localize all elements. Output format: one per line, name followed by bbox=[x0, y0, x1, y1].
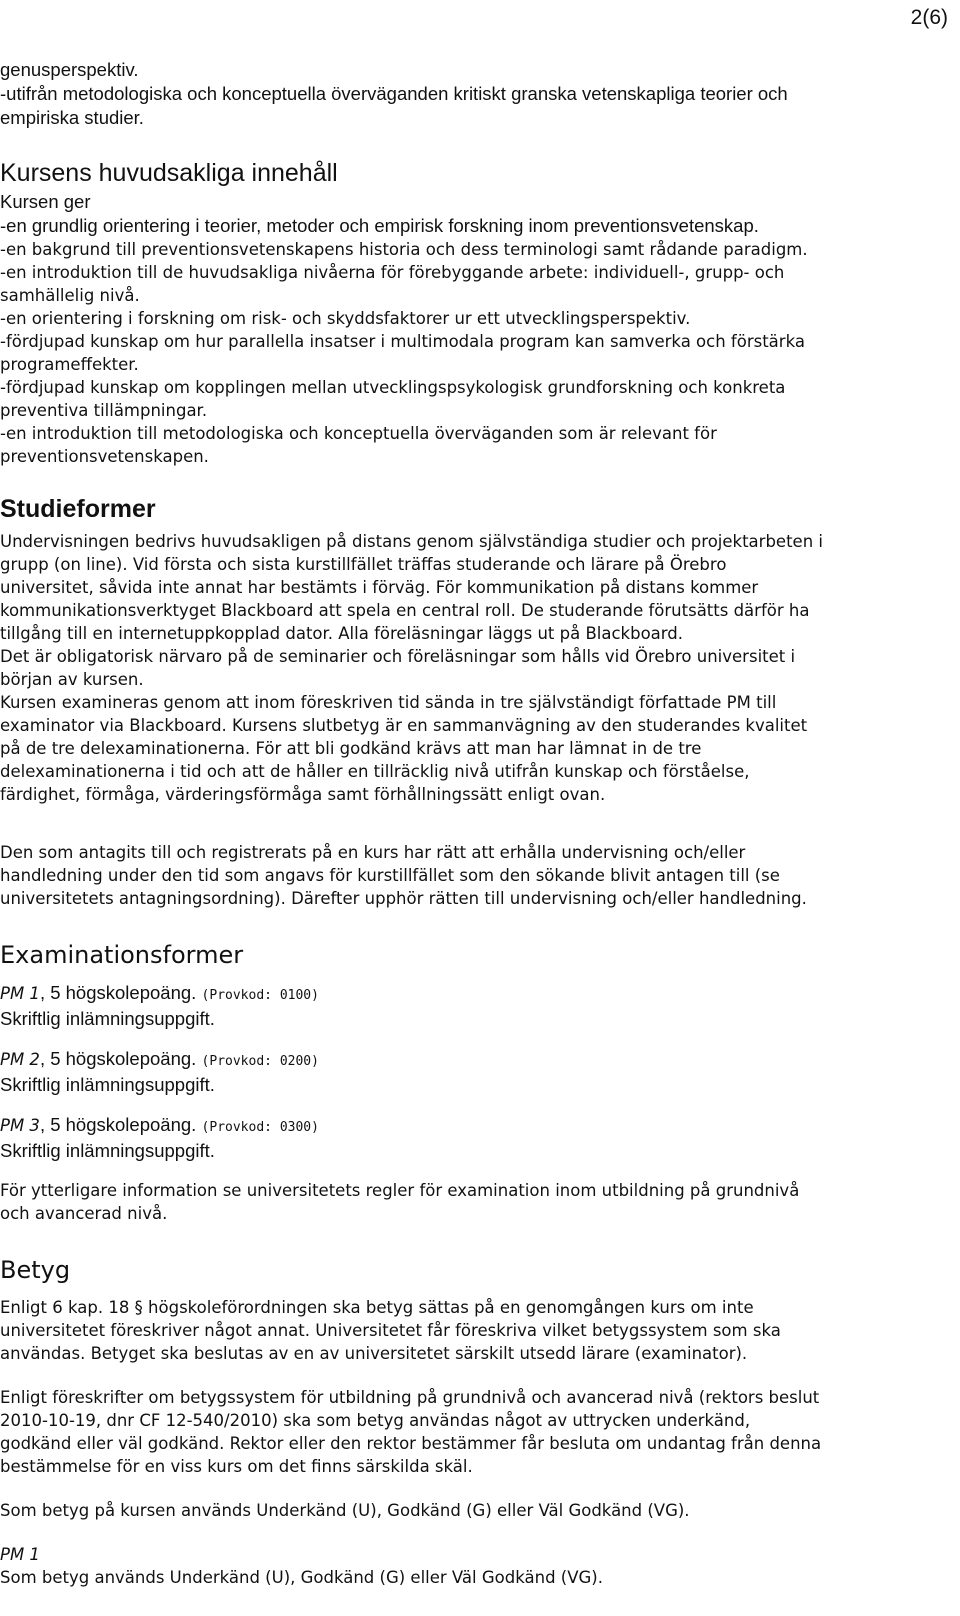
content-heading: Kursens huvudsakliga innehåll bbox=[0, 159, 338, 187]
paragraph-line: bestämmelse för en viss kurs om det finns särskilda skäl. bbox=[0, 1457, 473, 1476]
studieformer-heading: Studieformer bbox=[0, 495, 156, 523]
paragraph-line: Det är obligatorisk närvaro på de seminarier och föreläsningar som hålls vid Örebro universitet i bbox=[0, 647, 796, 666]
page-number: 2(6) bbox=[910, 6, 948, 29]
betyg-pm-block bbox=[0, 1543, 955, 1589]
paragraph-line: början av kursen. bbox=[0, 670, 144, 689]
exam-footer bbox=[0, 1179, 955, 1225]
paragraph-line: För ytterligare information se universitetets regler för examination inom utbildning på grundnivå bbox=[0, 1181, 800, 1200]
content-line: -fördjupad kunskap om kopplingen mellan utvecklingspsykologisk grundforskning och konkreta bbox=[0, 378, 786, 397]
paragraph-line: och avancerad nivå. bbox=[0, 1204, 168, 1223]
page-content bbox=[0, 58, 955, 1589]
content-line: samhällelig nivå. bbox=[0, 286, 140, 305]
intro-line: genusperspektiv. bbox=[0, 59, 139, 80]
studieformer-paragraph-1 bbox=[0, 530, 955, 806]
content-line: preventiva tillämpningar. bbox=[0, 401, 208, 420]
paragraph-line: Enligt föreskrifter om betygssystem för utbildning på grundnivå och avancerad nivå (rektors beslut bbox=[0, 1388, 820, 1407]
content-line: -en grundlig orientering i teorier, metoder och empirisk forskning inom preventionsvetenskap. bbox=[0, 215, 759, 236]
paragraph-line: Enligt 6 kap. 18 § högskoleförordningen ska betyg sättas på en genomgången kurs om inte bbox=[0, 1298, 754, 1317]
content-line: -en bakgrund till preventionsvetenskapens historia och dess terminologi samt rådande paradigm. bbox=[0, 240, 808, 259]
paragraph-line: färdighet, förmåga, värderingsförmåga samt förhållningssätt enligt ovan. bbox=[0, 785, 606, 804]
exam-item-title bbox=[0, 1047, 955, 1073]
paragraph-line: Kursen examineras genom att inom föreskriven tid sända in tre självständigt författade PM till bbox=[0, 693, 777, 712]
paragraph-line: 2010-10-19, dnr CF 12-540/2010) ska som betyg användas något av uttrycken underkänd, bbox=[0, 1411, 751, 1430]
paragraph-line: godkänd eller väl godkänd. Rektor eller den rektor bestämmer får besluta om undantag från denna bbox=[0, 1434, 822, 1453]
content-line: programeffekter. bbox=[0, 355, 139, 374]
exam-pm-label: PM 3 bbox=[0, 1116, 40, 1135]
content-verdana-text bbox=[0, 238, 955, 468]
betyg-pm-text: Som betyg används Underkänd (U), Godkänd (G) eller Väl Godkänd (VG). bbox=[0, 1568, 603, 1587]
exam-type: Skriftlig inlämningsuppgift. bbox=[0, 1074, 215, 1095]
paragraph-line: universitetets antagningsordning). Därefter upphör rätten till undervisning och/eller handledning. bbox=[0, 889, 807, 908]
exam-item-title bbox=[0, 1113, 955, 1139]
paragraph-line: examinator via Blackboard. Kursens slutbetyg är en sammanvägning av den studerandes kvalitet bbox=[0, 716, 808, 735]
paragraph-line: delexaminationerna i tid och att de håller en tillräcklig nivå utifrån kunskap och förståelse, bbox=[0, 762, 750, 781]
exam-credits: , 5 högskolepoäng. bbox=[39, 982, 197, 1003]
paragraph-line: Undervisningen bedrivs huvudsakligen på distans genom självständiga studier och projektarbeten i bbox=[0, 532, 823, 551]
paragraph-line: universitet, såvida inte annat har bestämts i förväg. För kommunikation på distans kommer bbox=[0, 578, 759, 597]
exam-credits: , 5 högskolepoäng. bbox=[39, 1114, 197, 1135]
content-arial-text bbox=[0, 190, 955, 238]
exam-item bbox=[0, 981, 955, 1031]
content-line: preventionsvetenskapen. bbox=[0, 447, 209, 466]
exam-type: Skriftlig inlämningsuppgift. bbox=[0, 1008, 215, 1029]
intro-line: -utifrån metodologiska och konceptuella överväganden kritiskt granska vetenskapliga teorier och bbox=[0, 83, 788, 104]
exam-item-title bbox=[0, 981, 955, 1007]
paragraph-line: handledning under den tid som angavs för kurstillfället som den sökande blivit antagen till (se bbox=[0, 866, 780, 885]
paragraph-line: kommunikationsverktyget Blackboard att spela en central roll. De studerande förutsätts därför ha bbox=[0, 601, 810, 620]
paragraph-line: grupp (on line). Vid första och sista kurstillfället träffas studerande och lärare på Örebro bbox=[0, 555, 727, 574]
exam-pm-label: PM 1 bbox=[0, 984, 40, 1003]
exam-code: (Provkod: 0300) bbox=[201, 1120, 319, 1135]
exam-pm-label: PM 2 bbox=[0, 1050, 40, 1069]
betyg-paragraph-1 bbox=[0, 1296, 955, 1365]
paragraph-line: Som betyg på kursen används Underkänd (U), Godkänd (G) eller Väl Godkänd (VG). bbox=[0, 1501, 690, 1520]
intro-text bbox=[0, 58, 955, 130]
exam-type: Skriftlig inlämningsuppgift. bbox=[0, 1140, 215, 1161]
content-line: Kursen ger bbox=[0, 191, 91, 212]
content-line: -en orientering i forskning om risk- och skyddsfaktorer ur ett utvecklingsperspektiv. bbox=[0, 309, 691, 328]
content-line: -fördjupad kunskap om hur parallella insatser i multimodala program kan samverka och förstärka bbox=[0, 332, 805, 351]
paragraph-line: tillgång till en internetuppkopplad dator. Alla föreläsningar läggs ut på Blackboard. bbox=[0, 624, 683, 643]
exam-code: (Provkod: 0200) bbox=[201, 1054, 319, 1069]
paragraph-line: universitetet föreskriver något annat. Universitetet får föreskriva vilket betygssystem som ska bbox=[0, 1321, 781, 1340]
exam-code: (Provkod: 0100) bbox=[201, 988, 319, 1003]
betyg-paragraph-2 bbox=[0, 1386, 955, 1478]
paragraph-line: användas. Betyget ska beslutas av en av universitetet särskilt utsedd lärare (examinator). bbox=[0, 1344, 748, 1363]
paragraph-line: Den som antagits till och registrerats på en kurs har rätt att erhålla undervisning och/eller bbox=[0, 843, 746, 862]
exam-item bbox=[0, 1113, 955, 1163]
studieformer-paragraph-2 bbox=[0, 841, 955, 910]
exam-credits: , 5 högskolepoäng. bbox=[39, 1048, 197, 1069]
betyg-heading: Betyg bbox=[0, 1256, 71, 1284]
examinationsformer-heading: Examinationsformer bbox=[0, 941, 244, 969]
betyg-paragraph-3 bbox=[0, 1499, 955, 1522]
paragraph-line: på de tre delexaminationerna. För att bli godkänd krävs att man har lämnat in de tre bbox=[0, 739, 702, 758]
intro-line: empiriska studier. bbox=[0, 107, 144, 128]
content-line: -en introduktion till metodologiska och konceptuella överväganden som är relevant för bbox=[0, 424, 717, 443]
content-line: -en introduktion till de huvudsakliga nivåerna för förebyggande arbete: individuell-, grupp- och bbox=[0, 263, 785, 282]
betyg-pm-label: PM 1 bbox=[0, 1545, 40, 1564]
exam-item bbox=[0, 1047, 955, 1097]
